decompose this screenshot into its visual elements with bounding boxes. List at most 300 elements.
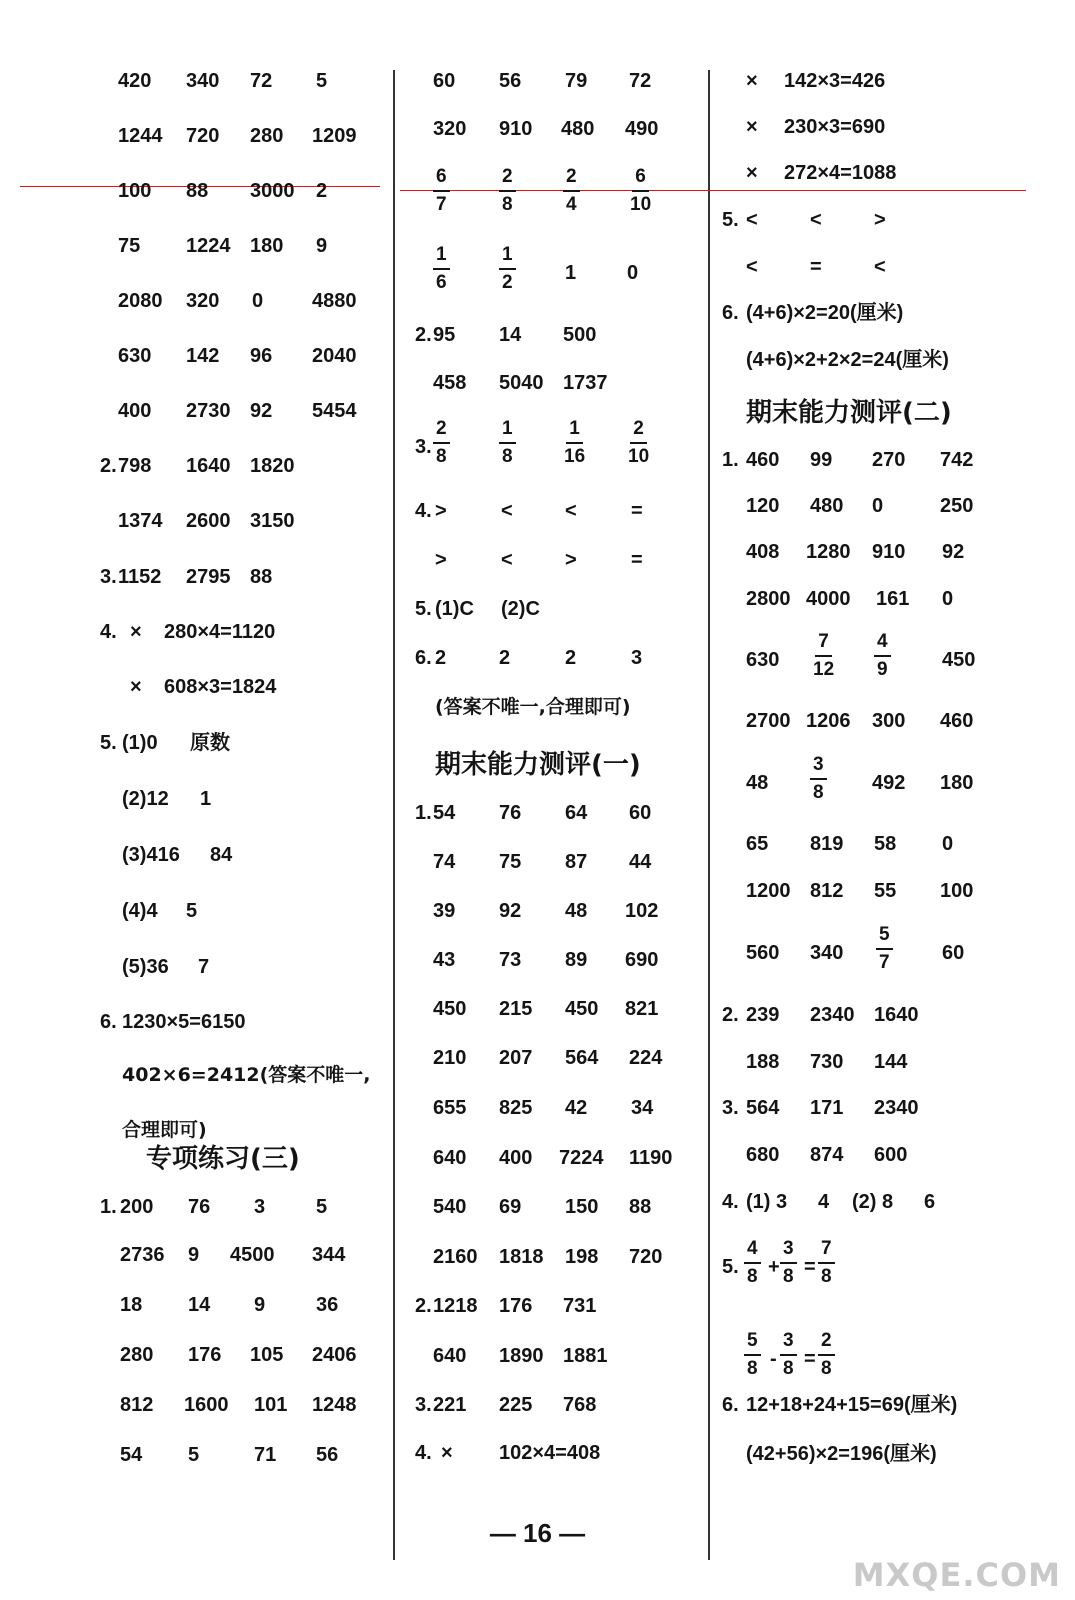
operator: + xyxy=(768,1256,780,1278)
answer-value: 88 xyxy=(250,566,273,588)
answer-value: 102×4=408 xyxy=(499,1442,601,1464)
answer-value: 400 xyxy=(499,1147,533,1169)
compare-sign: > xyxy=(435,549,447,571)
answer-value: 564 xyxy=(565,1047,599,1069)
question-number: 6. xyxy=(722,1394,739,1416)
denominator: 8 xyxy=(783,1266,794,1287)
answer-value: 1890 xyxy=(499,1345,544,1367)
fraction xyxy=(744,1236,761,1290)
answer-value: 5 xyxy=(316,1196,328,1218)
answer-value: 4000 xyxy=(806,588,851,610)
answer-value: 69 xyxy=(499,1196,522,1218)
answer-value: 320 xyxy=(433,118,467,140)
answer-value: 825 xyxy=(499,1097,533,1119)
answer-value: 72 xyxy=(629,70,652,92)
answer-value: 34 xyxy=(631,1097,654,1119)
answer-value: 460 xyxy=(746,449,780,471)
answer-value: 402×6=2412(答案不唯一, xyxy=(122,1064,371,1086)
answer-value: 14 xyxy=(499,324,522,346)
answer-value: 88 xyxy=(629,1196,652,1218)
fraction xyxy=(625,416,652,470)
answer-value: 2795 xyxy=(186,566,231,588)
answer-value: 1600 xyxy=(184,1394,229,1416)
answer-value: 4 xyxy=(818,1191,830,1213)
denominator: 8 xyxy=(821,1266,832,1287)
denominator: 10 xyxy=(630,194,652,215)
denominator: 8 xyxy=(821,1358,832,1379)
numerator: 1 xyxy=(566,416,583,444)
fraction xyxy=(876,922,893,976)
answer-value: 0 xyxy=(942,588,954,610)
answer-value: 89 xyxy=(565,949,588,971)
compare-sign: < xyxy=(746,209,758,231)
denominator: 7 xyxy=(879,952,890,973)
answer-value: 630 xyxy=(118,345,152,367)
answer-value: 450 xyxy=(565,998,599,1020)
answer-value: (1)C xyxy=(435,598,474,620)
answer-value: 2040 xyxy=(312,345,357,367)
answer-value: 640 xyxy=(433,1345,467,1367)
numerator: 1 xyxy=(499,416,516,444)
answer-value: 1244 xyxy=(118,125,163,147)
answer-value: 73 xyxy=(499,949,522,971)
answer-value: 5 xyxy=(316,70,328,92)
answer-value: 812 xyxy=(120,1394,154,1416)
answer-value: 210 xyxy=(433,1047,467,1069)
answer-value: 1230×5=6150 xyxy=(122,1011,246,1033)
wrong-mark: × xyxy=(130,676,142,698)
answer-value: 730 xyxy=(810,1051,844,1073)
answer-value: 480 xyxy=(561,118,595,140)
answer-value: 1248 xyxy=(312,1394,357,1416)
answer-value: 420 xyxy=(118,70,152,92)
answer-value: 690 xyxy=(625,949,659,971)
answer-value: 176 xyxy=(499,1295,533,1317)
compare-sign: < xyxy=(501,549,513,571)
compare-sign: = xyxy=(631,500,643,522)
answer-value: 39 xyxy=(433,900,456,922)
answer-value: 88 xyxy=(186,180,209,202)
answer-value: 480 xyxy=(810,495,844,517)
question-number: 1. xyxy=(415,802,432,824)
answer-value: 65 xyxy=(746,833,769,855)
fraction xyxy=(563,164,580,218)
answer-value: 36 xyxy=(316,1294,339,1316)
answer-value: 2 xyxy=(435,647,447,669)
answer-value: 1280 xyxy=(806,541,851,563)
numerator: 5 xyxy=(876,922,893,950)
answer-value: 92 xyxy=(250,400,273,422)
answer-value: 56 xyxy=(316,1444,339,1466)
answer-value: 460 xyxy=(940,710,974,732)
answer-value: 101 xyxy=(254,1394,288,1416)
answer-value: 564 xyxy=(746,1097,780,1119)
answer-value: 230×3=690 xyxy=(784,116,886,138)
question-number: 3. xyxy=(415,1394,432,1416)
answer-value: 450 xyxy=(942,649,976,671)
answer-value: 500 xyxy=(563,324,597,346)
answer-value: (2)12 xyxy=(122,788,169,810)
watermark: MXQE.COM xyxy=(852,1556,1061,1594)
question-number: 3. xyxy=(100,566,117,588)
answer-value: 75 xyxy=(118,235,141,257)
answer-value: 188 xyxy=(746,1051,780,1073)
answer-value: 3000 xyxy=(250,180,295,202)
question-number: 4. xyxy=(415,1442,432,1464)
answer-value: (5)36 xyxy=(122,956,169,978)
answer-value: 1 xyxy=(200,788,212,810)
fraction xyxy=(433,164,450,218)
numerator: 6 xyxy=(433,164,450,192)
fraction xyxy=(499,416,516,470)
answer-value: 74 xyxy=(433,851,456,873)
fraction xyxy=(627,164,654,218)
answer-value: 450 xyxy=(433,998,467,1020)
question-number: 4. xyxy=(100,621,117,643)
answer-value: 5040 xyxy=(499,372,544,394)
answer-value: 60 xyxy=(433,70,456,92)
answer-value: 92 xyxy=(499,900,522,922)
answer-value: 720 xyxy=(186,125,220,147)
compare-sign: < xyxy=(565,500,577,522)
answer-value: 492 xyxy=(872,772,906,794)
compare-sign: = xyxy=(810,256,822,278)
answer-value: 72 xyxy=(250,70,273,92)
answer-value: 44 xyxy=(629,851,652,873)
answer-value: 0 xyxy=(872,495,884,517)
answer-value: 18 xyxy=(120,1294,143,1316)
answer-value: 540 xyxy=(433,1196,467,1218)
answer-value: 75 xyxy=(499,851,522,873)
denominator: 12 xyxy=(813,659,835,680)
fraction xyxy=(744,1328,761,1382)
compare-sign: > xyxy=(435,500,447,522)
answer-value: 96 xyxy=(250,345,273,367)
answer-value: 731 xyxy=(563,1295,597,1317)
answer-value: (42+56)×2=196(厘米) xyxy=(746,1443,937,1465)
answer-value: 250 xyxy=(940,495,974,517)
wrong-mark: × xyxy=(441,1442,453,1464)
answer-value: 76 xyxy=(188,1196,211,1218)
wrong-mark: × xyxy=(130,621,142,643)
answer-value: 92 xyxy=(942,541,965,563)
answer-value: 84 xyxy=(210,844,233,866)
answer-value: 224 xyxy=(629,1047,663,1069)
answer-value: 215 xyxy=(499,998,533,1020)
answer-value: 2406 xyxy=(312,1344,357,1366)
question-number: 4. xyxy=(722,1191,739,1213)
answer-value: 874 xyxy=(810,1144,844,1166)
answer-value: 60 xyxy=(629,802,652,824)
answer-value: 608×3=1824 xyxy=(164,676,277,698)
answer-value: 2700 xyxy=(746,710,791,732)
answer-value: 1200 xyxy=(746,880,791,902)
answer-value: 42 xyxy=(565,1097,588,1119)
question-number: 2. xyxy=(100,455,117,477)
answer-value: 221 xyxy=(433,1394,467,1416)
operator: = xyxy=(804,1348,816,1370)
denominator: 9 xyxy=(877,659,888,680)
fraction xyxy=(810,629,837,683)
question-number: 1. xyxy=(722,449,739,471)
answer-value: 3150 xyxy=(250,510,295,532)
question-number: 4. xyxy=(415,500,432,522)
denominator: 7 xyxy=(436,194,447,215)
answer-value: 812 xyxy=(810,880,844,902)
answer-value: 6 xyxy=(924,1191,936,1213)
section-title: 期末能力测评(一) xyxy=(435,750,641,780)
answer-value: (4+6)×2+2×2=24(厘米) xyxy=(746,349,949,371)
numerator: 4 xyxy=(874,629,891,657)
answer-value: 176 xyxy=(188,1344,222,1366)
answer-value: 680 xyxy=(746,1144,780,1166)
question-number: 6. xyxy=(415,647,432,669)
answer-value: 142 xyxy=(186,345,220,367)
question-number: 5. xyxy=(722,209,739,231)
answer-value: 1218 xyxy=(433,1295,478,1317)
numerator: 3 xyxy=(780,1236,797,1264)
answer-value: 1 xyxy=(565,262,577,284)
answer-value: 1881 xyxy=(563,1345,608,1367)
operator: = xyxy=(804,1256,816,1278)
answer-value: 71 xyxy=(254,1444,277,1466)
answer-value: 180 xyxy=(250,235,284,257)
compare-sign: < xyxy=(810,209,822,231)
answer-value: 1820 xyxy=(250,455,295,477)
answer-value: 600 xyxy=(874,1144,908,1166)
answer-value: 56 xyxy=(499,70,522,92)
answer-value: 2340 xyxy=(810,1004,855,1026)
fraction xyxy=(818,1328,835,1382)
answer-value: 55 xyxy=(874,880,897,902)
question-number: 5. xyxy=(415,598,432,620)
answer-value: 12+18+24+15=69(厘米) xyxy=(746,1394,958,1416)
numerator: 1 xyxy=(499,242,516,270)
answer-value: 821 xyxy=(625,998,659,1020)
answer-value: 1190 xyxy=(629,1147,673,1169)
answer-value: 720 xyxy=(629,1246,663,1268)
denominator: 8 xyxy=(747,1266,758,1287)
answer-value: 1374 xyxy=(118,510,163,532)
answer-value: 79 xyxy=(565,70,588,92)
numerator: 2 xyxy=(563,164,580,192)
answer-value: 100 xyxy=(118,180,152,202)
answer-value: 43 xyxy=(433,949,456,971)
answer-value: 280 xyxy=(250,125,284,147)
fraction xyxy=(818,1236,835,1290)
question-number: 6. xyxy=(100,1011,117,1033)
fraction xyxy=(499,164,516,218)
answer-value: 2730 xyxy=(186,400,231,422)
answer-value: 1818 xyxy=(499,1246,544,1268)
answer-value: 640 xyxy=(433,1147,467,1169)
answer-value: 102 xyxy=(625,900,659,922)
answer-value: 2800 xyxy=(746,588,791,610)
numerator: 2 xyxy=(630,416,647,444)
numerator: 7 xyxy=(815,629,832,657)
answer-value: 2 xyxy=(316,180,328,202)
answer-value: 0 xyxy=(942,833,954,855)
answer-value: 1224 xyxy=(186,235,231,257)
answer-value: 910 xyxy=(499,118,533,140)
answer-value: 1640 xyxy=(186,455,231,477)
question-number: 1. xyxy=(100,1196,117,1218)
question-number: 6. xyxy=(722,302,739,324)
question-number: 2. xyxy=(415,1295,432,1317)
answer-value: 1737 xyxy=(563,372,608,394)
answer-value: 340 xyxy=(810,942,844,964)
answer-value: 9 xyxy=(316,235,328,257)
answer-value: (4)4 xyxy=(122,900,158,922)
compare-sign: < xyxy=(746,256,758,278)
answer-note: (答案不唯一,合理即可) xyxy=(435,696,631,718)
answer-value: 142×3=426 xyxy=(784,70,886,92)
answer-value: 99 xyxy=(810,449,833,471)
question-number: 2. xyxy=(722,1004,739,1026)
wrong-mark: × xyxy=(746,70,758,92)
compare-sign: < xyxy=(501,500,513,522)
denominator: 2 xyxy=(502,272,513,293)
answer-value: 2 xyxy=(499,647,511,669)
numerator: 2 xyxy=(818,1328,835,1356)
answer-value: 225 xyxy=(499,1394,533,1416)
answer-value: 458 xyxy=(433,372,467,394)
answer-value: 1640 xyxy=(874,1004,919,1026)
answer-value: 5 xyxy=(188,1444,200,1466)
numerator: 3 xyxy=(810,752,827,780)
answer-value: 2736 xyxy=(120,1244,165,1266)
numerator: 4 xyxy=(744,1236,761,1264)
answer-value: 58 xyxy=(874,833,897,855)
answer-value: 105 xyxy=(250,1344,284,1366)
answer-value: 1152 xyxy=(118,566,162,588)
fraction xyxy=(780,1328,797,1382)
answer-column-3 xyxy=(722,0,1052,1560)
denominator: 4 xyxy=(566,194,577,215)
answer-value: (3)416 xyxy=(122,844,180,866)
answer-value: 3 xyxy=(254,1196,266,1218)
denominator: 10 xyxy=(628,446,650,467)
answer-value: (4+6)×2=20(厘米) xyxy=(746,302,904,324)
answer-value: 64 xyxy=(565,802,588,824)
numerator: 2 xyxy=(499,164,516,192)
answer-column-1 xyxy=(100,0,400,1560)
fraction xyxy=(561,416,588,470)
numerator: 7 xyxy=(818,1236,835,1264)
answer-value: 120 xyxy=(746,495,780,517)
denominator: 8 xyxy=(747,1358,758,1379)
answer-value: 198 xyxy=(565,1246,599,1268)
answer-value: (2) 8 xyxy=(852,1191,894,1213)
answer-value: 819 xyxy=(810,833,844,855)
answer-value: 340 xyxy=(186,70,220,92)
answer-value: 7224 xyxy=(559,1147,604,1169)
answer-value: 742 xyxy=(940,449,974,471)
operator: - xyxy=(770,1348,777,1370)
answer-value: 2080 xyxy=(118,290,163,312)
fraction xyxy=(433,242,450,296)
answer-value: 2 xyxy=(565,647,577,669)
answer-value: 910 xyxy=(872,541,906,563)
denominator: 8 xyxy=(436,446,447,467)
answer-value: 2600 xyxy=(186,510,231,532)
answer-value: 4500 xyxy=(230,1244,275,1266)
numerator: 3 xyxy=(780,1328,797,1356)
answer-value: 180 xyxy=(940,772,974,794)
fraction xyxy=(433,416,450,470)
answer-value: 171 xyxy=(810,1097,844,1119)
section-title: 期末能力测评(二) xyxy=(746,398,952,428)
answer-value: 54 xyxy=(433,802,456,824)
answer-value: 9 xyxy=(188,1244,200,1266)
fraction xyxy=(810,752,827,806)
answer-column-2 xyxy=(415,0,715,1560)
denominator: 8 xyxy=(502,446,513,467)
numerator: 2 xyxy=(433,416,450,444)
answer-value: 630 xyxy=(746,649,780,671)
answer-value: 54 xyxy=(120,1444,143,1466)
wrong-mark: × xyxy=(746,162,758,184)
answer-value: 14 xyxy=(188,1294,211,1316)
answer-value: 原数 xyxy=(190,732,230,754)
answer-value: 768 xyxy=(563,1394,597,1416)
answer-value: 270 xyxy=(872,449,906,471)
answer-value: 100 xyxy=(940,880,974,902)
denominator: 8 xyxy=(813,782,824,803)
answer-value: 87 xyxy=(565,851,588,873)
denominator: 16 xyxy=(564,446,586,467)
numerator: 1 xyxy=(433,242,450,270)
fraction xyxy=(499,242,516,296)
answer-value: 76 xyxy=(499,802,522,824)
answer-value: 344 xyxy=(312,1244,346,1266)
question-number: 5. xyxy=(100,732,117,754)
answer-value: 0 xyxy=(252,290,264,312)
answer-value: 207 xyxy=(499,1047,533,1069)
answer-value: 5 xyxy=(186,900,198,922)
answer-value: 48 xyxy=(565,900,588,922)
numerator: 6 xyxy=(632,164,649,192)
answer-value: 2340 xyxy=(874,1097,919,1119)
answer-value: 2160 xyxy=(433,1246,478,1268)
answer-value: 490 xyxy=(625,118,659,140)
answer-value: (1) 3 xyxy=(746,1191,788,1213)
answer-value: 280×4=1120 xyxy=(164,621,276,643)
answer-value: 4880 xyxy=(312,290,357,312)
answer-value: 3 xyxy=(631,647,643,669)
answer-value: 239 xyxy=(746,1004,780,1026)
page-number: — 16 — xyxy=(489,1518,586,1548)
answer-value: 1209 xyxy=(312,125,357,147)
answer-value: 9 xyxy=(254,1294,266,1316)
denominator: 8 xyxy=(502,194,513,215)
answer-value: 144 xyxy=(874,1051,908,1073)
question-number: 5. xyxy=(722,1256,739,1278)
section-title: 专项练习(三) xyxy=(146,1144,300,1174)
fraction xyxy=(780,1236,797,1290)
question-number: 2. xyxy=(415,324,432,346)
numerator: 5 xyxy=(744,1328,761,1356)
compare-sign: < xyxy=(874,256,886,278)
answer-value: 320 xyxy=(186,290,220,312)
answer-value: 300 xyxy=(872,710,906,732)
compare-sign: > xyxy=(874,209,886,231)
answer-value: 48 xyxy=(746,772,769,794)
compare-sign: = xyxy=(631,549,643,571)
answer-value: 7 xyxy=(198,956,210,978)
answer-value: 798 xyxy=(118,455,152,477)
answer-value: (1)0 xyxy=(122,732,158,754)
